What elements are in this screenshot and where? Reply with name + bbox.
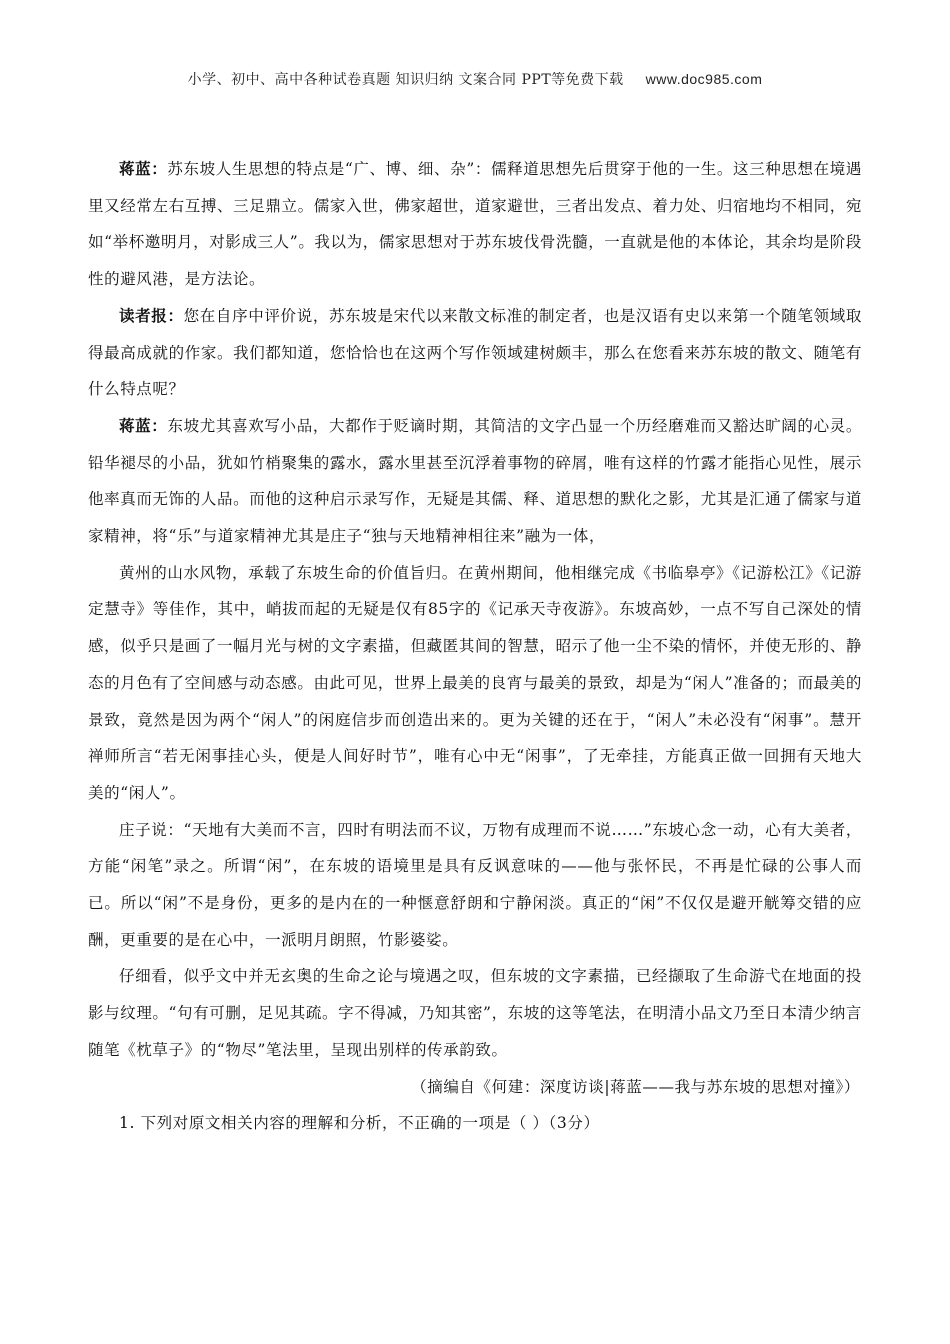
paragraph-text: 仔细看，似乎文中并无玄奥的生命之论与境遇之叹，但东坡的文字素描，已经撷取了生命游弋在地面的投影与纹理。“句有可删，足见其疏。字不得减，乃知其密”，东坡的这等笔法，在明清小品文乃至日本清少纳言随笔《枕草子》的“物尽”笔法里，呈现出别样的传承韵致。	[88, 967, 862, 1059]
header-url[interactable]: www.doc985.com	[645, 71, 763, 87]
paragraph	[88, 812, 862, 959]
paragraph-text: 您在自序中评价说，苏东坡是宋代以来散文标准的制定者，也是汉语有史以来第一个随笔领域取得最高成就的作家。我们都知道，您恰恰也在这两个写作领域建树颇丰，那么在您看来苏东坡的散文、随笔有什么特点呢？	[88, 306, 863, 399]
speaker-label: 蒋蓝：	[119, 159, 168, 178]
question-1: 1. 下列对原文相关内容的理解和分析，不正确的一项是（ ）（3分）	[119, 1114, 600, 1133]
paragraph	[88, 555, 862, 812]
page-header	[0, 69, 950, 89]
paragraph-text: 黄州的山水风物，承载了东坡生命的价值旨归。在黄州期间，他相继完成《书临皋亭》《记游松江》《记游定慧寺》等佳作，其中，峭拔而起的无疑是仅有85字的《记承天寺夜游》。东坡高妙，一点不写自己深处的情感，似乎只是画了一幅月光与树的文字素描，但藏匿其间的智慧，昭示了他一尘不染的情怀，并使无形的、静态的月色有了空间感与动态感。由此可见，世界上最美的良宵与最美的景致，却是为“闲人”准备的；而最美的景致，竟然是因为两个“闲人”的闲庭信步而创造出来的。更为关键的还在于，“闲人”未必没有“闲事”。慧开禅师所言“若无闲事挂心头，便是人间好时节”，唯有心中无“闲事”，了无牵挂，方能真正做一回拥有天地大美的“闲人”。	[88, 563, 862, 802]
paragraph-text: 庄子说：“天地有大美而不言，四时有明法而不议，万物有成理而不说……”东坡心念一动，心有大美者，方能“闲笔”录之。所谓“闲”，在东坡的语境里是具有反讽意味的——他与张怀民，不再是忙碌的公事人而已。所以“闲”不是身份，更多的是内在的一种惬意舒朗和宁静闲淡。真正的“闲”不仅仅是避开觥筹交错的应酬，更重要的是在心中，一派明月朗照，竹影婆娑。	[88, 820, 862, 949]
paragraph	[88, 151, 862, 298]
paragraph	[88, 408, 862, 555]
article-body	[88, 151, 862, 1142]
source-citation: （摘编自《何建：深度访谈|蒋蓝——我与苏东坡的思想对撞》）	[411, 1077, 860, 1096]
paragraph	[88, 298, 862, 408]
paragraph-text: 苏东坡人生思想的特点是“广、博、细、杂”：儒释道思想先后贯穿于他的一生。这三种思想在境遇里又经常左右互搏、三足鼎立。儒家入世，佛家超世，道家避世，三者出发点、着力处、归宿地均不相同，宛如“举杯邀明月，对影成三人”。我以为，儒家思想对于苏东坡伐骨洗髓，一直就是他的本体论，其余均是阶段性的避风港，是方法论。	[88, 160, 862, 289]
speaker-label: 读者报：	[119, 305, 184, 325]
paragraph	[88, 958, 862, 1068]
paragraph-text: 东坡尤其喜欢写小品，大都作于贬谪时期，其简洁的文字凸显一个历经磨难而又豁达旷阔的心灵。铅华褪尽的小品，犹如竹梢聚集的露水，露水里甚至沉浮着事物的碎屑，唯有这样的竹露才能指心见性，展示他率真而无饰的人品。而他的这种启示录写作，无疑是其儒、释、道思想的默化之影，尤其是汇通了儒家与道家精神，将“乐”与道家精神尤其是庄子“独与天地精神相往来”融为一体，	[88, 416, 862, 546]
header-text: 小学、初中、高中各种试卷真题 知识归纳 文案合同 PPT等免费下载	[187, 72, 624, 88]
speaker-label: 蒋蓝：	[119, 415, 168, 435]
